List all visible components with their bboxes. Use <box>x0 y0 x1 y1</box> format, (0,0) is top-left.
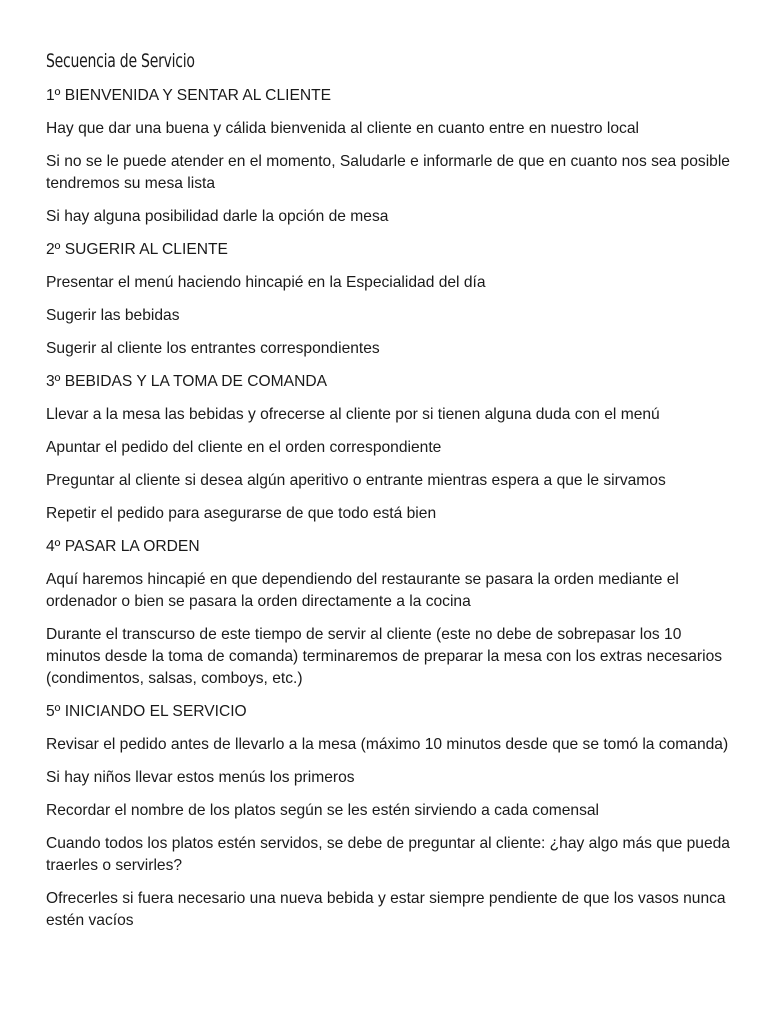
paragraph: Llevar a la mesa las bebidas y ofrecerse al cliente por si tienen alguna duda con el menú <box>46 406 660 423</box>
section-heading-5: 5º INICIANDO EL SERVICIO <box>46 703 247 720</box>
paragraph: Hay que dar una buena y cálida bienvenida al cliente en cuanto entre en nuestro local <box>46 120 639 137</box>
paragraph: Si hay niños llevar estos menús los primeros <box>46 769 355 786</box>
paragraph: Ofrecerles si fuera necesario una nueva bebida y estar siempre pendiente de que los vasos nunca estén vacíos <box>46 890 726 929</box>
section-heading-2: 2º SUGERIR AL CLIENTE <box>46 241 228 258</box>
paragraph: Apuntar el pedido del cliente en el orden correspondiente <box>46 439 442 456</box>
section-heading-4: 4º PASAR LA ORDEN <box>46 538 200 555</box>
paragraph: Cuando todos los platos estén servidos, se debe de preguntar al cliente: ¿hay algo más que pueda traerles o servirles? <box>46 835 730 874</box>
document-page <box>46 48 736 943</box>
paragraph: Si hay alguna posibilidad darle la opción de mesa <box>46 208 389 225</box>
paragraph: Sugerir al cliente los entrantes correspondientes <box>46 340 380 357</box>
paragraph: Presentar el menú haciendo hincapié en la Especialidad del día <box>46 274 486 291</box>
paragraph: Recordar el nombre de los platos según se les estén sirviendo a cada comensal <box>46 802 600 819</box>
paragraph: Revisar el pedido antes de llevarlo a la mesa (máximo 10 minutos desde que se tomó la comanda) <box>46 736 729 753</box>
paragraph: Si no se le puede atender en el momento, Saludarle e informarle de que en cuanto nos sea posible tendremos su mesa lista <box>46 153 730 192</box>
section-heading-1: 1º BIENVENIDA Y SENTAR AL CLIENTE <box>46 87 332 104</box>
paragraph: Durante el transcurso de este tiempo de servir al cliente (este no debe de sobrepasar los 10 minutos desde la toma de comanda) terminaremos de preparar la mesa con los extras necesarios (condimentos, salsas, comboys, etc.) <box>46 626 723 687</box>
paragraph: Sugerir las bebidas <box>46 307 180 324</box>
paragraph: Repetir el pedido para asegurarse de que todo está bien <box>46 505 437 522</box>
section-heading-3: 3º BEBIDAS Y LA TOMA DE COMANDA <box>46 373 327 390</box>
paragraph: Aquí haremos hincapié en que dependiendo del restaurante se pasara la orden mediante el ordenador o bien se pasara la orden directamente a la cocina <box>46 571 679 610</box>
document-title: Secuencia de Servicio <box>46 50 195 72</box>
paragraph: Preguntar al cliente si desea algún aperitivo o entrante mientras espera a que le sirvamos <box>46 472 666 489</box>
